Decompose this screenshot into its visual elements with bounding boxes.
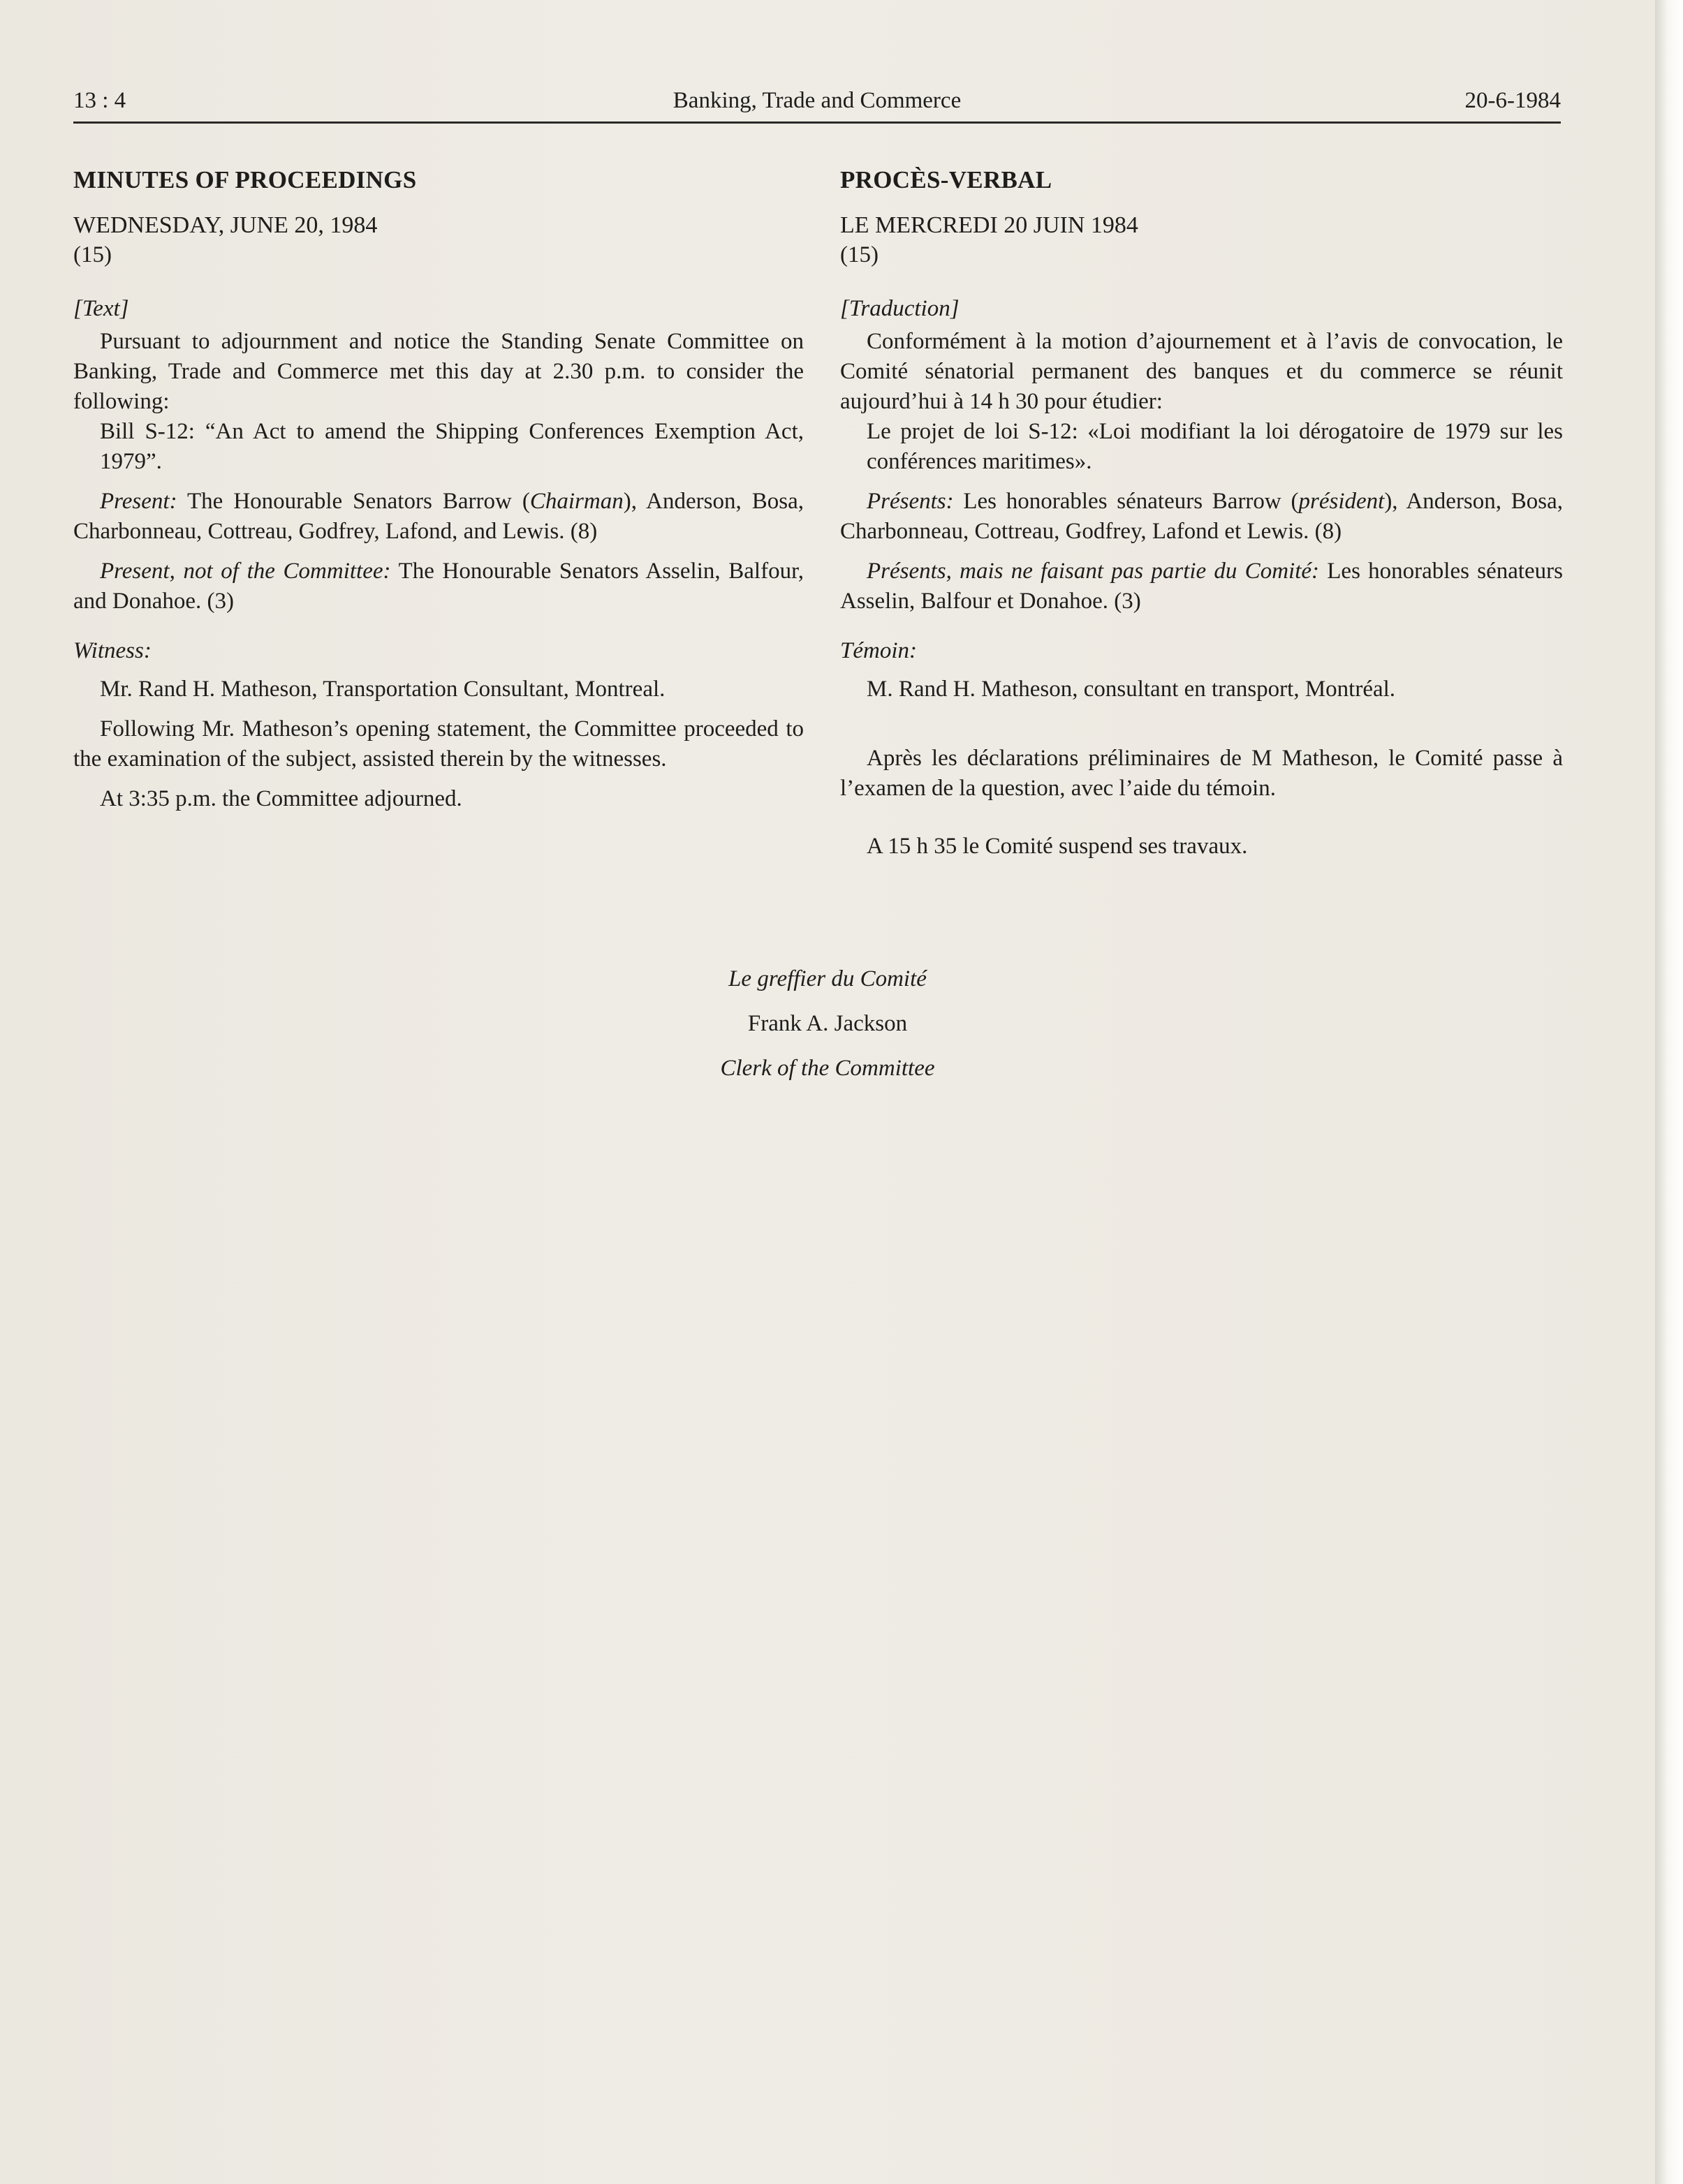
english-paragraph-2: Following Mr. Matheson’s opening statement, the Committee proceeded to the examination of the subject, assisted therein by the witnesses.	[73, 716, 804, 772]
french-paragraph-1: Conformément à la motion d’ajournement et à l’avis de convocation, le Comité sénatorial permanent des banques et du commerce se réunit aujourd’hui à 14 h 30 pour étudier:	[840, 329, 1563, 414]
french-present: Présents: Les honorables sénateurs Barrow (président), Anderson, Bosa, Charbonneau, Cottreau, Godfrey, Lafond et Lewis. (8)	[840, 489, 1564, 544]
header-date: 20-6-1984	[1464, 88, 1561, 113]
english-present-not: Present, not of the Committee: The Honourable Senators Asselin, Balfour, and Donahoe. (3)	[73, 559, 804, 614]
page-spine	[1655, 0, 1683, 2184]
french-chairman: président	[1298, 489, 1385, 514]
french-date: LE MERCREDI 20 JUIN 1984	[840, 212, 1138, 238]
french-heading: PROCÈS-VERBAL	[840, 166, 1052, 193]
signature-block	[0, 957, 1655, 1091]
english-present-label: Present:	[100, 489, 177, 514]
english-present-not-label: Present, not of the Committee:	[100, 559, 391, 584]
running-header	[73, 85, 1561, 124]
french-present-label: Présents:	[867, 489, 954, 514]
english-date: WEDNESDAY, JUNE 20, 1984	[73, 212, 378, 238]
english-column	[73, 165, 804, 814]
french-text-tag: [Traduction]	[840, 296, 960, 321]
english-adjourned: At 3:35 p.m. the Committee adjourned.	[100, 786, 462, 811]
french-present-not-label: Présents, mais ne faisant pas partie du Comité:	[867, 559, 1320, 584]
french-witness: M. Rand H. Matheson, consultant en transport, Montréal.	[867, 677, 1396, 702]
english-witness: Mr. Rand H. Matheson, Transportation Consultant, Montreal.	[100, 677, 666, 702]
french-adjourned: A 15 h 35 le Comité suspend ses travaux.	[867, 834, 1248, 859]
french-bill: Le projet de loi S-12: «Loi modifiant la loi dérogatoire de 1979 sur les conférences maritimes».	[867, 419, 1563, 474]
french-present-not: Présents, mais ne faisant pas partie du Comité: Les honorables sénateurs Asselin, Balfour et Donahoe. (3)	[840, 559, 1564, 614]
clerk-title-french: Le greffier du Comité	[728, 966, 927, 991]
french-witness-label: Témoin:	[840, 638, 917, 663]
english-text-tag: [Text]	[73, 296, 129, 321]
french-sitting-number: (15)	[840, 242, 879, 267]
english-paragraph-1: Pursuant to adjournment and notice the Standing Senate Committee on Banking, Trade and Commerce met this day at 2.30 p.m. to consider the following:	[73, 329, 804, 414]
french-paragraph-2: Après les déclarations préliminaires de M Matheson, le Comité passe à l’examen de la question, avec l’aide du témoin.	[840, 746, 1563, 801]
english-heading: MINUTES OF PROCEEDINGS	[73, 166, 417, 193]
english-bill: Bill S-12: “An Act to amend the Shipping Conferences Exemption Act, 1979”.	[100, 419, 804, 474]
english-present: Present: The Honourable Senators Barrow (Chairman), Anderson, Bosa, Charbonneau, Cottreau, Godfrey, Lafond, and Lewis. (8)	[73, 489, 804, 544]
clerk-title-english: Clerk of the Committee	[720, 1056, 935, 1081]
english-chairman: Chairman	[529, 489, 624, 514]
page-number: 13 : 4	[73, 88, 126, 113]
english-witness-label: Witness:	[73, 638, 152, 663]
english-sitting-number: (15)	[73, 242, 112, 267]
french-column	[840, 165, 1563, 862]
running-title: Banking, Trade and Commerce	[673, 88, 962, 113]
clerk-name: Frank A. Jackson	[747, 1011, 908, 1036]
